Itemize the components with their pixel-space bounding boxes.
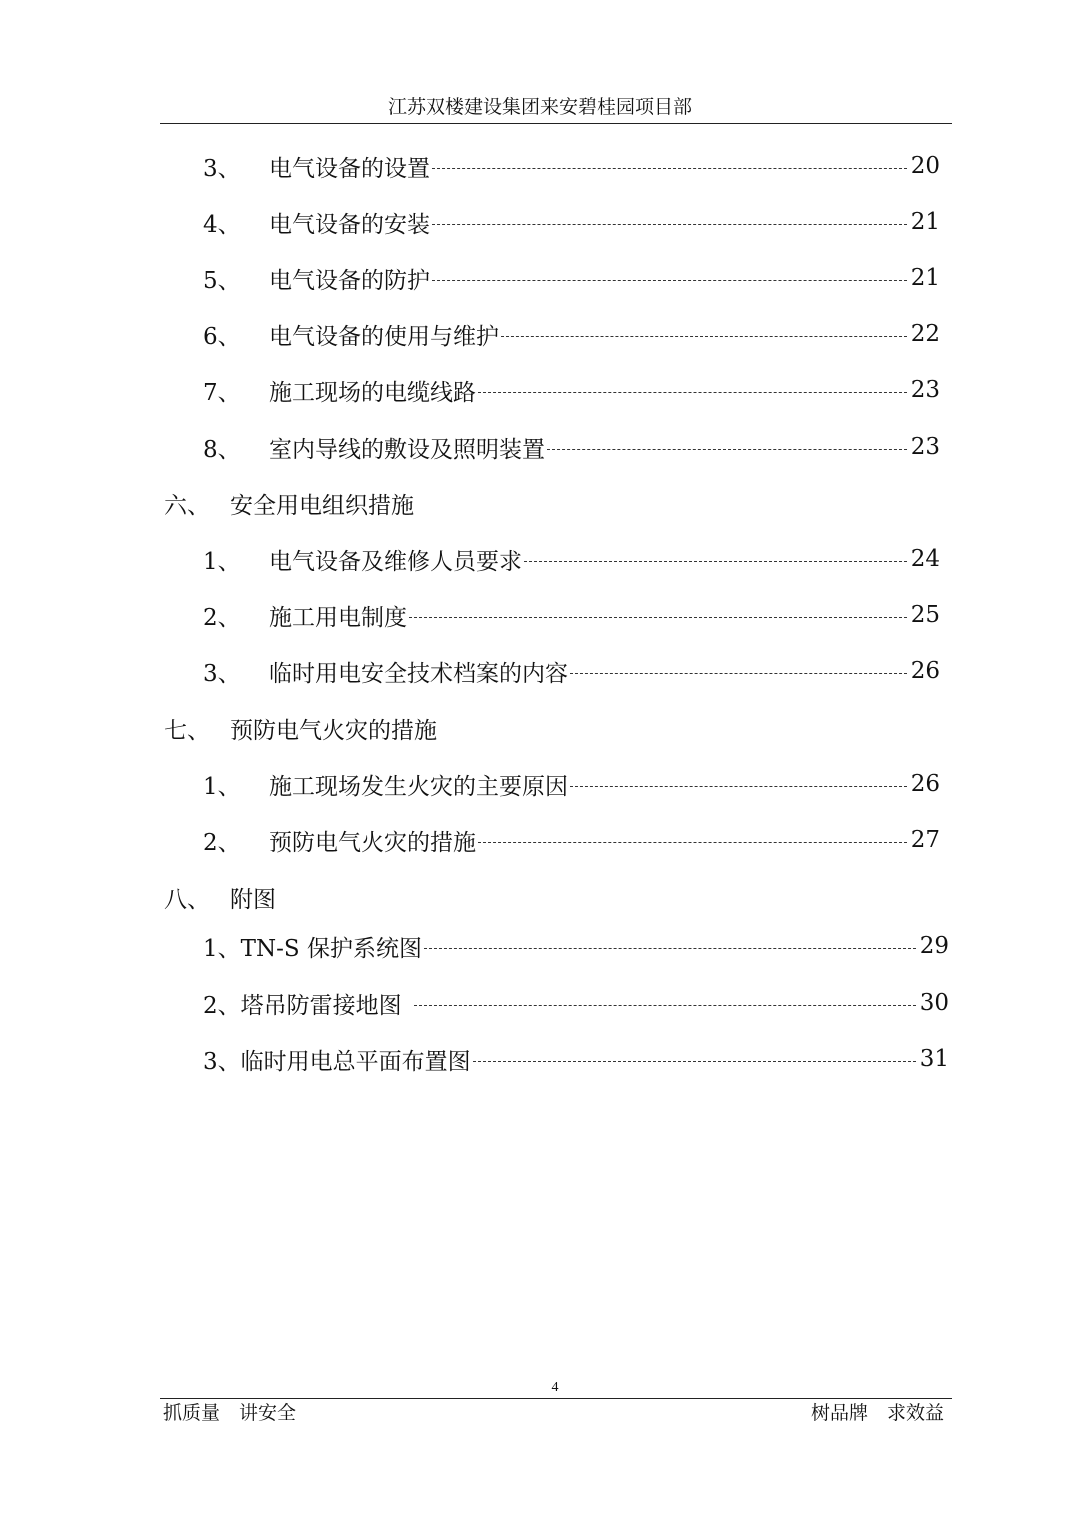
toc-dot-leader (570, 673, 907, 674)
toc-entry-number: 8、 (203, 436, 241, 463)
toc-section-number: 八、 (164, 886, 210, 913)
toc-entry-number: 7、 (203, 379, 241, 406)
toc-dot-leader (414, 1005, 916, 1006)
toc-section-title: 安全用电组织措施 (230, 492, 414, 519)
footer-right-slogan: 树品牌 求效益 (810, 1402, 944, 1424)
toc-dot-leader (424, 948, 916, 949)
toc-section-heading[interactable] (164, 485, 764, 521)
toc-entry-page: 23 (910, 434, 940, 460)
toc-entry-number: 2、 (203, 604, 241, 631)
toc-dot-leader (432, 168, 907, 169)
footer-divider (160, 1398, 952, 1399)
toc-entry[interactable] (203, 653, 940, 689)
toc-entry-number: 3、 (203, 1048, 241, 1075)
toc-entry-number: 1、 (203, 773, 241, 800)
footer-left-slogan: 抓质量 讲安全 (163, 1402, 297, 1424)
toc-entry-page: 29 (919, 933, 949, 959)
toc-entry-number: 3、 (203, 660, 241, 687)
toc-dot-leader (432, 280, 907, 281)
toc-section-title: 附图 (230, 886, 276, 913)
toc-entry-number: 2、 (203, 829, 241, 856)
toc-entry[interactable] (203, 148, 940, 184)
page-header-title: 江苏双楼建设集团来安碧桂园项目部 (387, 96, 692, 118)
toc-entry-page: 26 (910, 658, 940, 684)
toc-entry[interactable] (203, 429, 940, 465)
toc-dot-leader (547, 449, 907, 450)
toc-entry[interactable] (203, 766, 940, 802)
toc-entry-number: 2、 (203, 992, 241, 1019)
toc-entry-title: 电气设备的安装 (269, 211, 430, 238)
toc-entry-title: 塔吊防雷接地图 (240, 992, 402, 1019)
toc-dot-leader (478, 392, 907, 393)
toc-entry-page: 21 (910, 265, 940, 291)
toc-dot-leader (570, 786, 907, 787)
toc-entry-page: 20 (910, 153, 940, 179)
toc-entry[interactable] (203, 316, 940, 352)
toc-dot-leader (524, 561, 907, 562)
toc-entry[interactable] (203, 822, 940, 858)
toc-entry-title: 施工用电制度 (269, 604, 407, 631)
toc-entry-title: 预防电气火灾的措施 (269, 829, 476, 856)
toc-section-heading[interactable] (164, 710, 764, 746)
toc-entry[interactable] (203, 260, 940, 296)
toc-entry-title: 室内导线的敷设及照明装置 (269, 436, 545, 463)
toc-entry[interactable] (203, 928, 949, 964)
toc-entry-title: 临时用电安全技术档案的内容 (269, 660, 568, 687)
toc-dot-leader (501, 336, 907, 337)
toc-entry-number: 5、 (203, 267, 241, 294)
toc-entry-number: 1、 (203, 548, 241, 575)
toc-entry[interactable] (203, 597, 940, 633)
toc-entry[interactable] (203, 1041, 949, 1077)
toc-entry-number: 1、 (203, 935, 241, 962)
toc-entry-page: 24 (910, 546, 940, 572)
toc-dot-leader (473, 1061, 916, 1062)
toc-dot-leader (478, 842, 907, 843)
toc-entry[interactable] (203, 985, 949, 1021)
toc-entry[interactable] (203, 541, 940, 577)
toc-entry-title: 电气设备的设置 (269, 155, 430, 182)
toc-entry-page: 27 (910, 827, 940, 853)
toc-entry-number: 3、 (203, 155, 241, 182)
toc-entry-page: 23 (910, 377, 940, 403)
toc-entry-title: 施工现场的电缆线路 (269, 379, 476, 406)
toc-section-heading[interactable] (164, 879, 764, 915)
toc-entry-page: 26 (910, 771, 940, 797)
toc-entry-title: 施工现场发生火灾的主要原因 (269, 773, 568, 800)
toc-section-title: 预防电气火灾的措施 (230, 717, 437, 744)
toc-entry-title: 电气设备及维修人员要求 (269, 548, 522, 575)
toc-section-number: 七、 (164, 717, 210, 744)
toc-entry-title: 电气设备的使用与维护 (269, 323, 499, 350)
toc-entry-number: 4、 (203, 211, 241, 238)
toc-dot-leader (409, 617, 907, 618)
toc-entry[interactable] (203, 204, 940, 240)
page-number: 4 (551, 1380, 559, 1395)
toc-entry-page: 31 (919, 1046, 949, 1072)
toc-entry-page: 30 (919, 990, 949, 1016)
toc-dot-leader (432, 224, 907, 225)
toc-entry-number: 6、 (203, 323, 241, 350)
toc-entry-page: 21 (910, 209, 940, 235)
toc-section-number: 六、 (164, 492, 210, 519)
toc-entry-title: 临时用电总平面布置图 (240, 1048, 471, 1075)
toc-entry-title: TN-S 保护系统图 (240, 935, 422, 962)
toc-entry-page: 22 (910, 321, 940, 347)
toc-entry-page: 25 (910, 602, 940, 628)
toc-entry-title: 电气设备的防护 (269, 267, 430, 294)
toc-entry[interactable] (203, 372, 940, 408)
